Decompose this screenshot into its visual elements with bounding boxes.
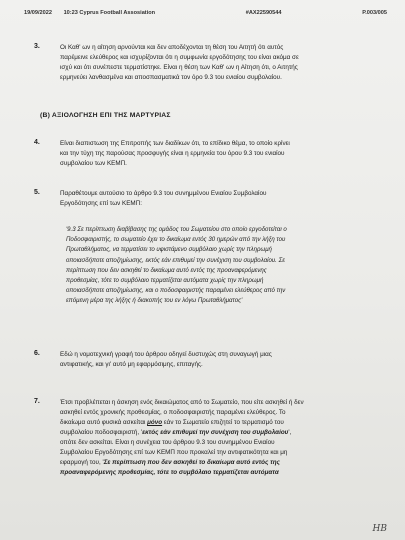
emphasis-only: μόνο [147,419,163,426]
paragraph-line [60,428,383,438]
paragraph-line: ισχύ και ότι συνέπεστε τερματίστηκε. Είναι η θέση των Καθ' ων η Αίτηση ότι, ο Αιτητής [60,64,298,71]
para-number-5: 5. [34,189,40,196]
quote-line: οποιασδήποτε αποζημίωσης, και ο ποδοσφαιριστής παραμένει ελεύθερος από την [66,287,286,295]
paragraph-line [60,418,383,428]
paragraph-line: Είναι διαπιστωση της Επιτροπής των διαδίκων ότι, το επίδικο θέμα, το οποίο κρίνει [60,140,290,147]
fax-header [24,10,387,16]
paragraph-line [60,458,383,468]
quote-line: Ποδοσφαιριστής, το σωματείο έχει το δικαίωμα εντός 30 ημερών από την λήξη του [66,236,286,244]
fax-date: 19/09/2022 [24,10,52,16]
paragraph-line: Οι Καθ' ων η αίτηση αρνούνται και δεν αποδέχονται τη θέση του Αιτητή ότι αυτός [60,44,284,51]
paragraph-line: ερμηνεύει λανθασμένα και αποσπασματικά τον όρο 9.3 του ενιαίου συμβολαίου. [60,74,282,81]
paragraph-7 [60,398,383,478]
paragraph-line: οπότε δεν ασκείται. Είναι η συνέχεια του άρθρου 9.3 του συνημμένου Ενιαίου [60,439,275,446]
paragraph-line: Εδώ η νομοτεχνική γραφή του άρθρου οδηγεί δυστυχώς στη συναγωγή μιας [60,351,272,358]
paragraph-line: Εργοδότησης επί των ΚΕΜΠ: [60,200,142,207]
quote-line: '9.3 Σε περίπτωση διαβίβασης της ομάδος του Σωματείου στο οποίο εργοδοτείται ο [66,226,287,233]
article-quote [66,225,379,307]
para-number-3: 3. [34,43,40,50]
section-heading: (Β) ΑΞΙΟΛΟΓΗΣΗ ΕΠΙ ΤΗΣ ΜΑΡΤΥΡΙΑΣ [40,112,171,119]
paragraph-line: παρέμεινε ελεύθερος και ισχυρίζονται ότι η συμφωνία εργοδότησης του είναι ακόμα σε [60,54,299,61]
quote-line: επόμενη μέρα της λήξης ή διακοπής του εν λόγω Πρωταθλήματος' [66,297,243,305]
paragraph-line: Έτσι προβλέπεται η άσκηση ενός δικαιώματος από το Σωματείο, που είτε ασκηθεί ή δεν [60,399,304,406]
para-number-6: 6. [34,350,40,357]
fax-sender: 10:23 Cyprus Football Assosiation [63,10,156,16]
fax-number: #AX22590544 [245,10,282,16]
text-run: συμβολαίου ποδοσφαιριστή, ' [60,429,143,436]
quote-line: οποιασδήποτε αποζημίωσης, εκτός εάν επιθυμεί την συνέχιση του συμβολαίου. Σε [66,256,285,264]
text-run: δικαίωμα αυτό φυσικά ασκείται [60,419,148,426]
quote-line: περίπτωση που δεν ασκηθεί το δικαίωμα αυτό εντός της προαναφερόμενης [66,266,267,274]
emphasis-quote: Σε περίπτωση που δεν ασκηθεί το δικαίωμα αυτό εντός της [103,459,280,466]
para-number-7: 7. [34,398,40,405]
paragraph-4 [60,139,383,169]
paragraph-3 [60,43,383,83]
fax-page-number: P.003/005 [362,10,387,16]
handwritten-initials: ΗΒ [372,524,387,534]
paragraph-5 [60,189,383,209]
paragraph-line: Συμβολαίου Εργοδότησης επί των ΚΕΜΠ που προκαλεί την αντιφατικότητα και μη [60,449,288,456]
paragraph-line: προαναφερόμενης προθεσμίας, τότε το συμβόλαιο τερματίζεται αυτόματα [60,469,279,476]
paragraph-line: αντιφατικής, και γι' αυτό μη εφαρμόσιμης, επιταγής. [60,361,203,368]
text-run: ', [288,429,292,436]
text-run: εάν το Σωματείο επιζητεί το τερματισμό του [162,419,284,426]
paragraph-line: και την τύχη της παρούσας προσφυγής είναι η ερμηνεία του όρου 9.3 του ενιαίου [60,150,285,157]
paragraph-line: Παραθέτουμε αυτούσιο το άρθρο 9.3 του συνημμένου Ενιαίου Συμβολαίου [60,190,267,197]
para-number-4: 4. [34,139,40,146]
paragraph-line: ασκηθεί εντός χρονικής προθεσμίας, ο ποδοσφαιριστής παραμένει ελεύθερος. Το [60,409,286,416]
quote-line: Πρωταθλήματος, να τερματίσει το υφιστάμενο συμβόλαιο χωρίς την πληρωμή [66,246,272,254]
emphasis-continuation: εκτός εάν επιθυμεί την συνέχιση του συμβολαίου [142,429,289,436]
paragraph-line: συμβολαίου των ΚΕΜΠ. [60,160,127,167]
text-run: εφαρμογή του, ' [60,459,104,466]
quote-line: προθεσμίας, τότε το συμβόλαιο τερματίζεται αυτόματα χωρίς την πληρωμή [66,277,264,285]
paragraph-6 [60,350,383,370]
